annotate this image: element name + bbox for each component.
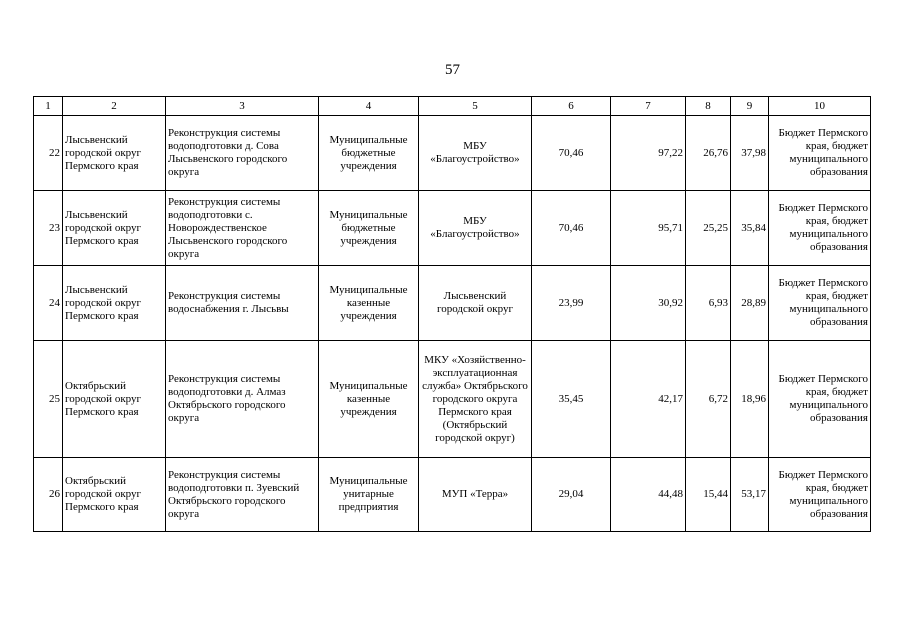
budget-cell: Бюджет Пермского края, бюджет муниципального образования <box>769 191 871 266</box>
value-cell-9: 35,84 <box>731 191 769 266</box>
territory-cell: Лысьвенский городской округ Пермского края <box>63 116 166 191</box>
value-cell-6: 70,46 <box>532 191 611 266</box>
value-cell-8: 15,44 <box>686 458 731 532</box>
column-header: 8 <box>686 97 731 116</box>
row-number: 22 <box>34 116 63 191</box>
value-cell-9: 28,89 <box>731 266 769 341</box>
value-cell-8: 26,76 <box>686 116 731 191</box>
project-cell: Реконструкция системы водоподготовки п. Зуевский Октябрьского городского округа <box>166 458 319 532</box>
column-header: 2 <box>63 97 166 116</box>
value-cell-7: 95,71 <box>611 191 686 266</box>
budget-cell: Бюджет Пермского края, бюджет муниципального образования <box>769 458 871 532</box>
header-row <box>34 97 871 116</box>
table-row <box>34 191 871 266</box>
column-header: 3 <box>166 97 319 116</box>
budget-cell: Бюджет Пермского края, бюджет муниципального образования <box>769 266 871 341</box>
value-cell-7: 44,48 <box>611 458 686 532</box>
column-header: 4 <box>319 97 419 116</box>
territory-cell: Лысьвенский городской округ Пермского края <box>63 191 166 266</box>
organization-cell: МБУ «Благоустройство» <box>419 116 532 191</box>
value-cell-7: 30,92 <box>611 266 686 341</box>
column-header: 6 <box>532 97 611 116</box>
territory-cell: Лысьвенский городской округ Пермского края <box>63 266 166 341</box>
column-header: 5 <box>419 97 532 116</box>
value-cell-9: 37,98 <box>731 116 769 191</box>
row-number: 25 <box>34 341 63 458</box>
value-cell-7: 42,17 <box>611 341 686 458</box>
column-header: 1 <box>34 97 63 116</box>
row-number: 23 <box>34 191 63 266</box>
institution-type-cell: Муниципальные бюджетные учреждения <box>319 116 419 191</box>
table-row <box>34 266 871 341</box>
column-header: 9 <box>731 97 769 116</box>
value-cell-9: 53,17 <box>731 458 769 532</box>
project-cell: Реконструкция системы водоснабжения г. Лысьвы <box>166 266 319 341</box>
organization-cell: Лысьвенский городской округ <box>419 266 532 341</box>
organization-cell: МУП «Терра» <box>419 458 532 532</box>
data-table <box>33 96 871 532</box>
page-number: 57 <box>445 62 460 78</box>
value-cell-7: 97,22 <box>611 116 686 191</box>
project-cell: Реконструкция системы водоподготовки д. Сова Лысьвенского городского округа <box>166 116 319 191</box>
budget-cell: Бюджет Пермского края, бюджет муниципального образования <box>769 116 871 191</box>
value-cell-6: 29,04 <box>532 458 611 532</box>
row-number: 26 <box>34 458 63 532</box>
table-row <box>34 341 871 458</box>
territory-cell: Октябрьский городской округ Пермского края <box>63 458 166 532</box>
institution-type-cell: Муниципальные бюджетные учреждения <box>319 191 419 266</box>
row-number: 24 <box>34 266 63 341</box>
territory-cell: Октябрьский городской округ Пермского края <box>63 341 166 458</box>
column-header: 10 <box>769 97 871 116</box>
project-cell: Реконструкция системы водоподготовки с. Новорождественское Лысьвенского городского округа <box>166 191 319 266</box>
table-row <box>34 116 871 191</box>
budget-cell: Бюджет Пермского края, бюджет муниципального образования <box>769 341 871 458</box>
value-cell-8: 25,25 <box>686 191 731 266</box>
institution-type-cell: Муниципальные казенные учреждения <box>319 266 419 341</box>
project-cell: Реконструкция системы водоподготовки д. Алмаз Октябрьского городского округа <box>166 341 319 458</box>
institution-type-cell: Муниципальные казенные учреждения <box>319 341 419 458</box>
value-cell-8: 6,93 <box>686 266 731 341</box>
institution-type-cell: Муниципальные унитарные предприятия <box>319 458 419 532</box>
table-row <box>34 458 871 532</box>
value-cell-9: 18,96 <box>731 341 769 458</box>
value-cell-6: 23,99 <box>532 266 611 341</box>
organization-cell: МКУ «Хозяйственно-эксплуатационная служба» Октябрьского городского округа Пермского края (Октябрьский городской округ) <box>419 341 532 458</box>
column-header: 7 <box>611 97 686 116</box>
value-cell-6: 35,45 <box>532 341 611 458</box>
value-cell-8: 6,72 <box>686 341 731 458</box>
value-cell-6: 70,46 <box>532 116 611 191</box>
organization-cell: МБУ «Благоустройство» <box>419 191 532 266</box>
